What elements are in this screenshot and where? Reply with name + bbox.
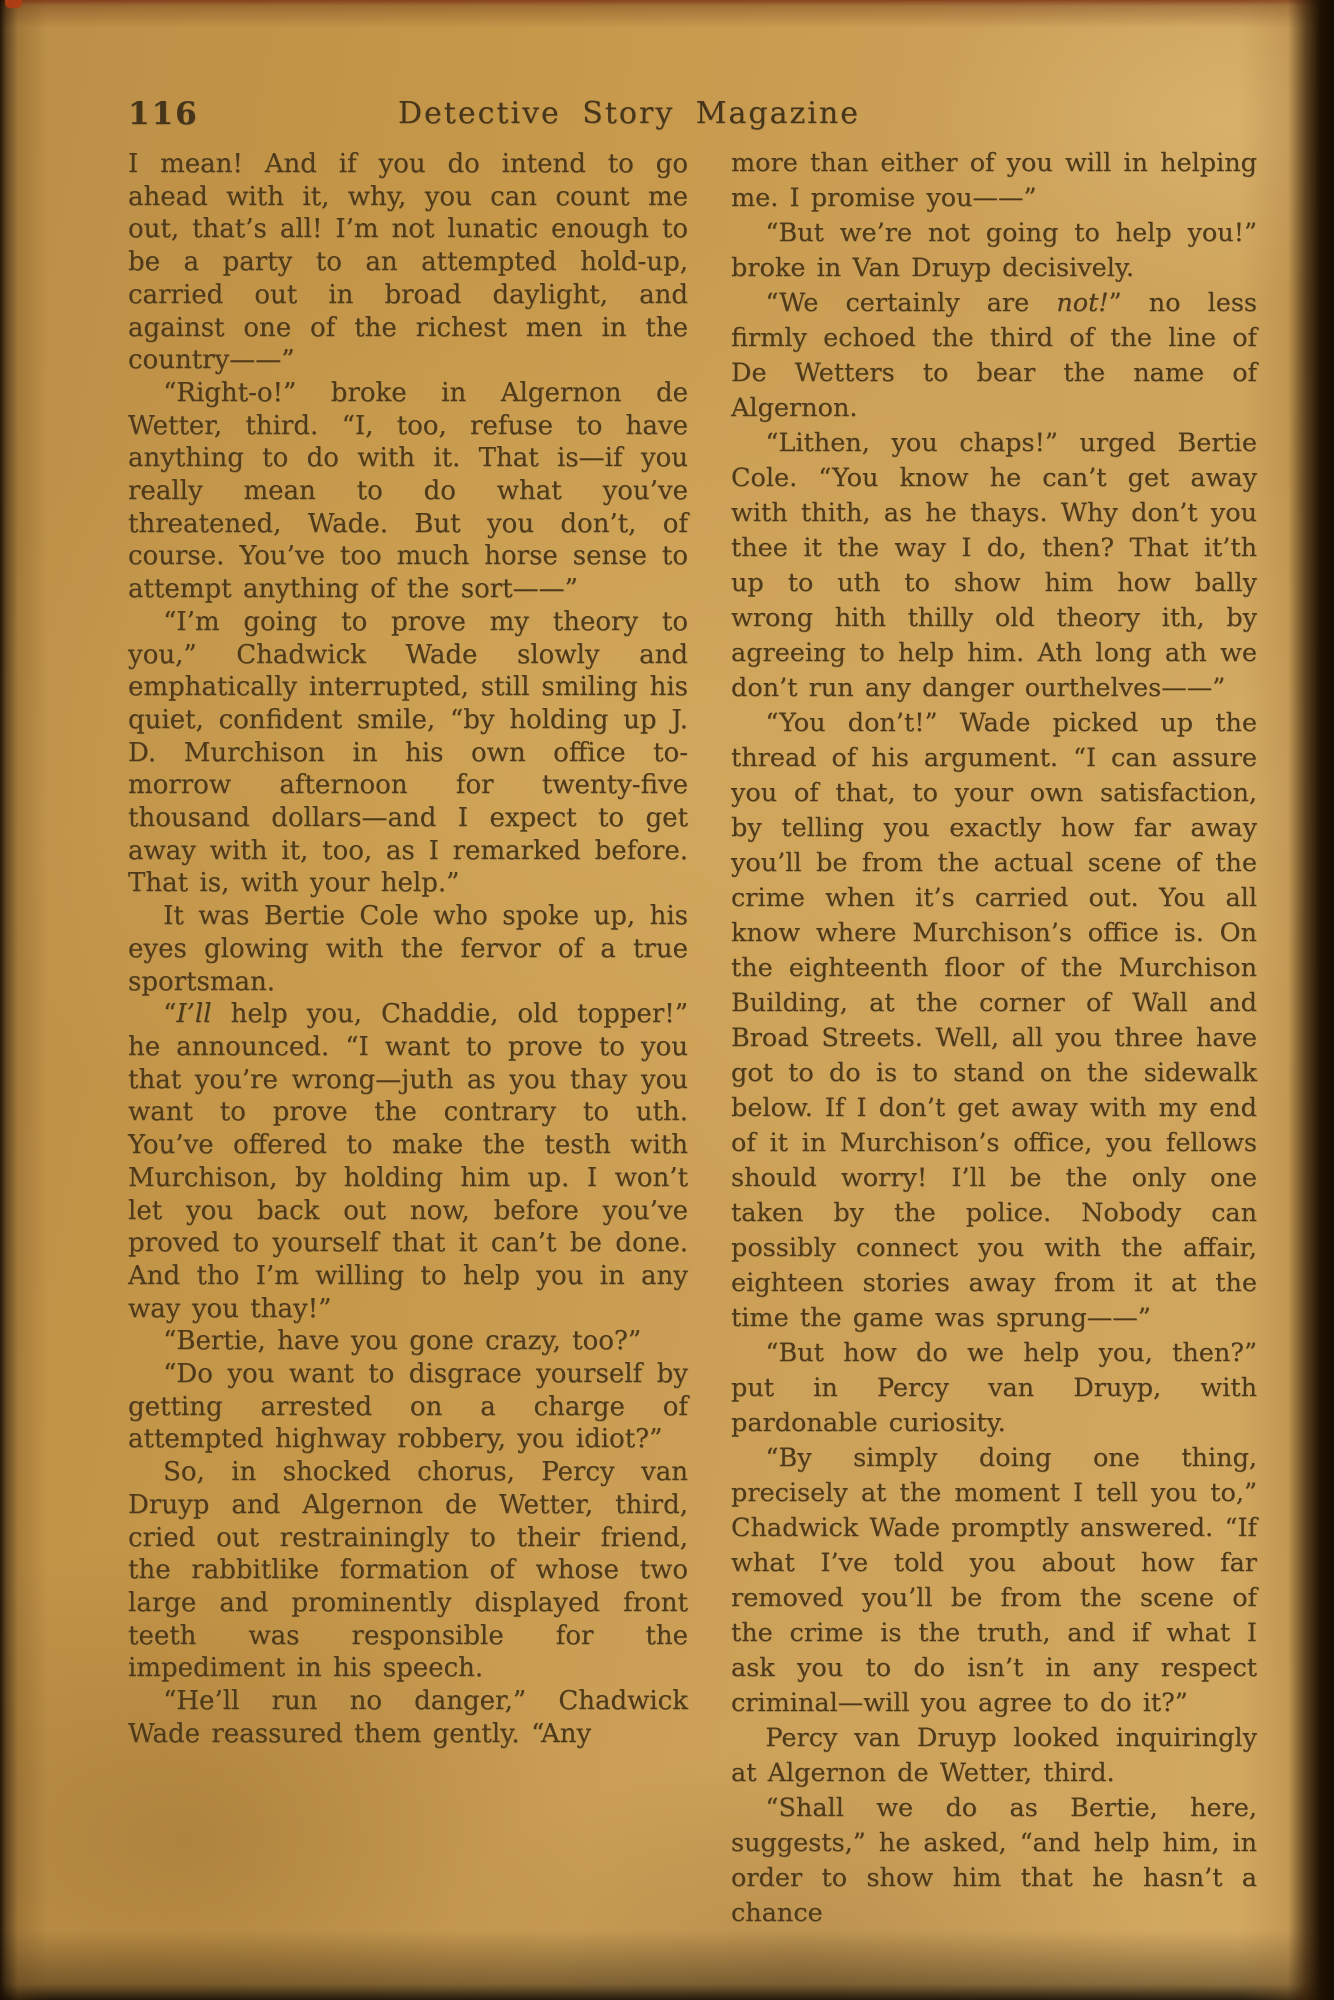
paragraph	[731, 286, 1257, 426]
italic-text: not!	[1056, 288, 1109, 318]
red-edge-mark	[5, 0, 22, 8]
paragraph	[128, 148, 688, 377]
body-text: Percy van Druyp looked inquiringly at Algernon de Wetter, third.	[731, 1723, 1257, 1788]
paragraph	[128, 900, 688, 998]
paragraph	[128, 606, 688, 900]
paragraph	[731, 1441, 1257, 1721]
paragraph	[128, 377, 688, 606]
body-text: “	[163, 999, 177, 1030]
body-text: I mean! And if you do intend to go ahead with it, why, you can count me out, that’s all! I’m not lunatic enough to be a party to an attempted hold-up, carried out in broad daylight, and against one of the richest men in the country——”	[128, 149, 688, 376]
magazine-title: Detective Story Magazine	[398, 96, 860, 131]
paragraph	[128, 1685, 688, 1750]
body-text: “You don’t!” Wade picked up the thread of his argument. “I can assure you of that, to your own satisfaction, by telling you exactly how far away you’ll be from the actual scene of the crime when it’s carried out. You all know where Murchison’s office is. On the eighteenth floor of the Murchison Building, at the corner of Wall and Broad Streets. Well, all you three have got to do is to stand on the sidewalk below. If I don’t get away with my end of it in Murchison’s office, you fellows should worry! I’ll be the only one taken by the police. Nobody can possibly connect you with the affair, eighteen stories away from it at the time the game was sprung——”	[731, 708, 1257, 1333]
paragraph	[128, 1358, 688, 1456]
body-text: “I’m going to prove my theory to you,” Chadwick Wade slowly and emphatically interrupted, still smiling his quiet, confident smile, “by holding up J. D. Murchison in his own office to-morrow afternoon for twenty-five thousand dollars—and I expect to get away with it, too, as I remarked before. That is, with your help.”	[128, 606, 688, 899]
paragraph	[731, 146, 1257, 216]
body-text: “Lithen, you chaps!” urged Bertie Cole. “You know he can’t get away with thith, as he thays. Why don’t you thee it the way I do, then? That it’th up to uth to show him how bally wrong hith thilly old theory ith, by agreeing to help him. Ath long ath we don’t run any danger ourthelves——”	[731, 428, 1257, 703]
body-text: “Bertie, have you gone crazy, too?”	[163, 1326, 642, 1357]
right-column	[731, 146, 1257, 1931]
body-text: “We certainly are	[765, 288, 1057, 318]
paragraph	[128, 998, 688, 1325]
left-column	[128, 148, 688, 1750]
body-text: help you, Chaddie, old topper!” he announced. “I want to prove to you that you’re wrong—juth as you thay you want to prove the contrary to uth. You’ve offered to make the testh with Murchison, by holding him up. I won’t let you back out now, before you’ve proved to yourself that it can’t be done. And tho I’m willing to help you in any way you thay!”	[128, 999, 688, 1324]
body-text: “Shall we do as Bertie, here, suggests,” he asked, “and help him, in order to show him that he hasn’t a chance	[731, 1793, 1257, 1928]
italic-text: I’ll	[176, 999, 212, 1030]
paragraph	[731, 1336, 1257, 1441]
body-text: “But we’re not going to help you!” broke in Van Druyp decisively.	[731, 218, 1257, 283]
body-text: “By simply doing one thing, precisely at the moment I tell you to,” Chadwick Wade promptly answered. “If what I’ve told you about how far removed you’ll be from the scene of the crime is the truth, and if what I ask you to do isn’t in any respect criminal—will you agree to do it?”	[731, 1443, 1257, 1718]
body-text: “But how do we help you, then?” put in Percy van Druyp, with pardonable curiosity.	[731, 1338, 1257, 1438]
body-text: “Right-o!” broke in Algernon de Wetter, third. “I, too, refuse to have anything to do with it. That is—if you really mean to do what you’ve threatened, Wade. But you don’t, of course. You’ve too much horse sense to attempt anything of the sort——”	[128, 377, 688, 605]
paragraph	[731, 426, 1257, 706]
paragraph	[731, 706, 1257, 1336]
body-text: “Do you want to disgrace yourself by getting arrested on a charge of attempted highway robbery, you idiot?”	[128, 1359, 688, 1455]
paragraph	[731, 1721, 1257, 1791]
body-text: more than either of you will in helping me. I promise you——”	[731, 148, 1257, 213]
paragraph	[128, 1325, 688, 1358]
page-number: 116	[128, 96, 199, 132]
paragraph	[731, 1791, 1257, 1931]
body-text: So, in shocked chorus, Percy van Druyp and Algernon de Wetter, third, cried out restrainingly to their friend, the rabbitlike formation of whose two large and prominently displayed front teeth was responsible for the impediment in his speech.	[128, 1457, 688, 1684]
paragraph	[128, 1456, 688, 1685]
body-text: It was Bertie Cole who spoke up, his eyes glowing with the fervor of a true sportsman.	[128, 901, 688, 997]
body-text: ” no less firmly echoed the third of the line of De Wetters to bear the name of Algernon.	[731, 288, 1258, 423]
body-text: “He’ll run no danger,” Chadwick Wade reassured them gently. “Any	[128, 1686, 688, 1749]
paragraph	[731, 216, 1257, 286]
